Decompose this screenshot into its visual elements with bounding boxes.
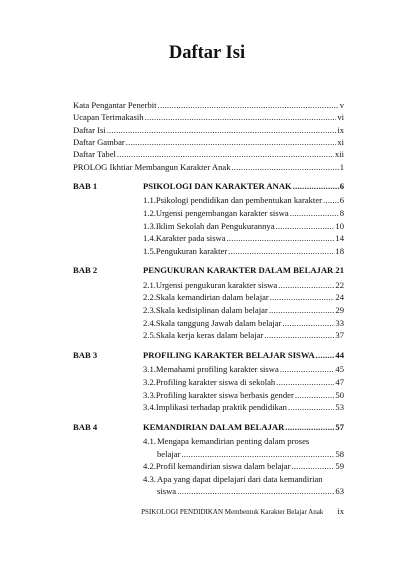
section-page: 24 bbox=[335, 292, 344, 303]
toc-section[interactable] bbox=[143, 474, 344, 485]
chapter-title: PSIKOLOGI DAN KARAKTER ANAK bbox=[143, 180, 292, 191]
section-page: 29 bbox=[335, 305, 344, 315]
dot-leader bbox=[276, 221, 335, 232]
section-number: 3.2. bbox=[143, 376, 156, 387]
dot-leader bbox=[232, 162, 339, 173]
page-number: ix bbox=[337, 506, 344, 516]
dot-leader bbox=[295, 390, 335, 401]
section-label: Mengapa kemandirian penting dalam proses bbox=[157, 436, 310, 447]
section-number: 2.2. bbox=[143, 292, 156, 303]
section-page: 63 bbox=[335, 486, 344, 497]
section-label: Skala kedisiplinan dalam belajar bbox=[155, 305, 268, 315]
dot-leader bbox=[280, 364, 335, 375]
toc-entry-page: 1 bbox=[339, 161, 344, 172]
page-footer bbox=[141, 506, 344, 516]
toc-section[interactable] bbox=[143, 461, 344, 472]
section-label: Profil kemandirian siswa dalam belajar bbox=[155, 461, 291, 472]
section-number: 4.1. bbox=[143, 436, 156, 447]
chapter-page: 6 bbox=[339, 180, 344, 191]
section-label: Profiling karakter siswa di sekolah bbox=[155, 376, 276, 387]
dot-leader bbox=[181, 449, 334, 460]
section-number: 4.3. bbox=[143, 473, 156, 484]
toc-entry-page: xi bbox=[337, 136, 344, 147]
section-page: 8 bbox=[339, 207, 344, 218]
toc-section-cont[interactable] bbox=[157, 486, 344, 497]
chapter-number: BAB 2 bbox=[73, 265, 98, 276]
toc-section[interactable] bbox=[143, 280, 344, 291]
toc-entry[interactable] bbox=[73, 100, 344, 111]
section-page: 10 bbox=[335, 220, 344, 231]
dot-leader bbox=[264, 330, 334, 341]
section-number: 1.3. bbox=[143, 220, 156, 231]
section-number: 2.4. bbox=[143, 317, 156, 328]
toc-entry[interactable] bbox=[73, 137, 344, 148]
toc-entry-label: Kata Pengantar Penerbit bbox=[73, 100, 157, 110]
section-number: 1.4. bbox=[143, 233, 156, 244]
dot-leader bbox=[228, 246, 334, 257]
chapter-page: 57 bbox=[335, 421, 344, 432]
running-title: PSIKOLOGI PENDIDIKAN Membentuk Karakter Belajar Anak bbox=[141, 508, 324, 516]
toc-section[interactable] bbox=[143, 246, 344, 257]
toc-section[interactable] bbox=[143, 390, 344, 401]
toc-section[interactable] bbox=[143, 305, 344, 316]
section-number: 2.5. bbox=[143, 330, 156, 341]
section-label: Memahami profiling karakter siswa bbox=[155, 364, 279, 375]
toc-section[interactable] bbox=[143, 364, 344, 375]
section-label: Apa yang dapat dipelajari dari data kemandirian bbox=[157, 473, 323, 484]
section-label: Psikologi pendidikan dan pembentukan karakter bbox=[155, 195, 322, 206]
section-page: 50 bbox=[335, 389, 344, 400]
section-page: 58 bbox=[335, 448, 344, 459]
chapter-page: 44 bbox=[335, 349, 344, 360]
section-number: 4.2. bbox=[143, 461, 156, 472]
section-number: 3.1. bbox=[143, 364, 156, 375]
dot-leader bbox=[107, 125, 337, 136]
toc-section-cont[interactable] bbox=[157, 449, 344, 460]
dot-leader bbox=[158, 100, 339, 111]
section-page: 6 bbox=[339, 195, 344, 206]
section-label-cont: siswa bbox=[157, 486, 177, 497]
toc-section[interactable] bbox=[143, 195, 344, 206]
dot-leader bbox=[290, 208, 339, 219]
section-label: Skala kemandirian dalam belajar bbox=[155, 292, 269, 303]
section-page: 22 bbox=[335, 279, 344, 290]
section-page: 14 bbox=[335, 233, 344, 244]
toc-section[interactable] bbox=[143, 233, 344, 244]
toc-entry-label: Ucapan Terimakasih bbox=[73, 112, 144, 123]
section-number: 1.1. bbox=[143, 195, 156, 206]
section-number: 2.3. bbox=[143, 305, 156, 315]
chapter-number: BAB 3 bbox=[73, 349, 98, 360]
page-title: Daftar Isi bbox=[168, 43, 246, 63]
section-label: Pengukuran karakter bbox=[155, 245, 228, 256]
section-label: Urgensi pengembangan karakter siswa bbox=[155, 207, 289, 218]
dot-leader bbox=[145, 112, 337, 123]
toc-entry[interactable] bbox=[73, 149, 344, 160]
dot-leader bbox=[285, 422, 334, 433]
toc-entry[interactable] bbox=[73, 125, 344, 136]
section-page: 47 bbox=[335, 376, 344, 387]
section-page: 18 bbox=[335, 245, 344, 256]
section-number: 1.2. bbox=[143, 207, 156, 218]
dot-leader bbox=[278, 280, 334, 291]
toc-entry-page: vi bbox=[337, 112, 344, 123]
section-page: 59 bbox=[335, 461, 344, 472]
toc-entry-label: Daftar Isi bbox=[73, 124, 106, 135]
section-number: 3.4. bbox=[143, 402, 156, 413]
toc-entry[interactable] bbox=[73, 162, 344, 173]
toc-entry-page: ix bbox=[337, 124, 344, 135]
toc-entry[interactable] bbox=[73, 112, 344, 123]
section-label: Iklim Sekolah dan Pengukurannya bbox=[155, 220, 275, 231]
dot-leader bbox=[293, 181, 339, 192]
section-page: 37 bbox=[335, 330, 344, 341]
section-label: Skala kerja keras dalam belajar bbox=[155, 330, 264, 341]
section-number: 3.3. bbox=[143, 389, 156, 400]
toc-section[interactable] bbox=[143, 221, 344, 232]
section-number: 1.5. bbox=[143, 245, 156, 256]
section-label: Implikasi terhadap praktik pendidikan bbox=[155, 402, 287, 413]
dot-leader bbox=[291, 461, 334, 472]
toc-entry-page: xii bbox=[334, 149, 344, 160]
chapter-title: KEMANDIRIAN DALAM BELAJAR bbox=[143, 421, 285, 432]
toc-chapter[interactable] bbox=[73, 265, 344, 276]
section-label: Urgensi pengukuran karakter siswa bbox=[155, 279, 278, 290]
dot-leader bbox=[117, 149, 334, 160]
toc-section[interactable] bbox=[143, 318, 344, 329]
dot-leader bbox=[282, 318, 334, 329]
toc-chapter[interactable] bbox=[73, 349, 344, 361]
dot-leader bbox=[269, 305, 335, 316]
section-page: 45 bbox=[335, 364, 344, 375]
dot-leader bbox=[276, 377, 334, 388]
section-page: 33 bbox=[335, 317, 344, 328]
toc-section[interactable] bbox=[143, 292, 344, 303]
toc-section[interactable] bbox=[143, 208, 344, 219]
section-label: Karakter pada siswa bbox=[155, 233, 226, 244]
toc-section[interactable] bbox=[143, 402, 344, 413]
chapter-title: PENGUKURAN KARAKTER DALAM BELAJAR bbox=[143, 265, 334, 276]
dot-leader bbox=[323, 195, 339, 206]
toc-chapter[interactable] bbox=[73, 180, 344, 192]
section-number: 2.1. bbox=[143, 279, 156, 290]
chapter-page: 21 bbox=[335, 265, 344, 276]
dot-leader bbox=[316, 350, 335, 361]
toc-entry-label: PROLOG Ikhtiar Membangun Karakter Anak bbox=[73, 161, 231, 172]
dot-leader bbox=[177, 486, 334, 497]
section-label-cont: belajar bbox=[157, 448, 181, 459]
section-label: Profiling karakter siswa berbasis gender bbox=[155, 389, 294, 400]
chapter-number: BAB 1 bbox=[73, 180, 98, 191]
toc-chapter[interactable] bbox=[73, 421, 344, 433]
toc-entry-page: v bbox=[339, 100, 344, 110]
dot-leader bbox=[126, 137, 337, 148]
dot-leader bbox=[227, 233, 335, 244]
dot-leader bbox=[270, 292, 335, 303]
toc-entry-label: Daftar Gambar bbox=[73, 136, 125, 147]
chapter-number: BAB 4 bbox=[73, 421, 98, 432]
toc-section[interactable] bbox=[143, 436, 344, 447]
section-page: 53 bbox=[335, 402, 344, 413]
dot-leader bbox=[288, 402, 334, 413]
toc-entry-label: Daftar Tabel bbox=[73, 149, 116, 160]
section-label: Skala tanggung Jawab dalam belajar bbox=[155, 317, 282, 328]
toc-section[interactable] bbox=[143, 377, 344, 388]
toc-section[interactable] bbox=[143, 330, 344, 341]
chapter-title: PROFILING KARAKTER BELAJAR SISWA bbox=[143, 349, 315, 360]
